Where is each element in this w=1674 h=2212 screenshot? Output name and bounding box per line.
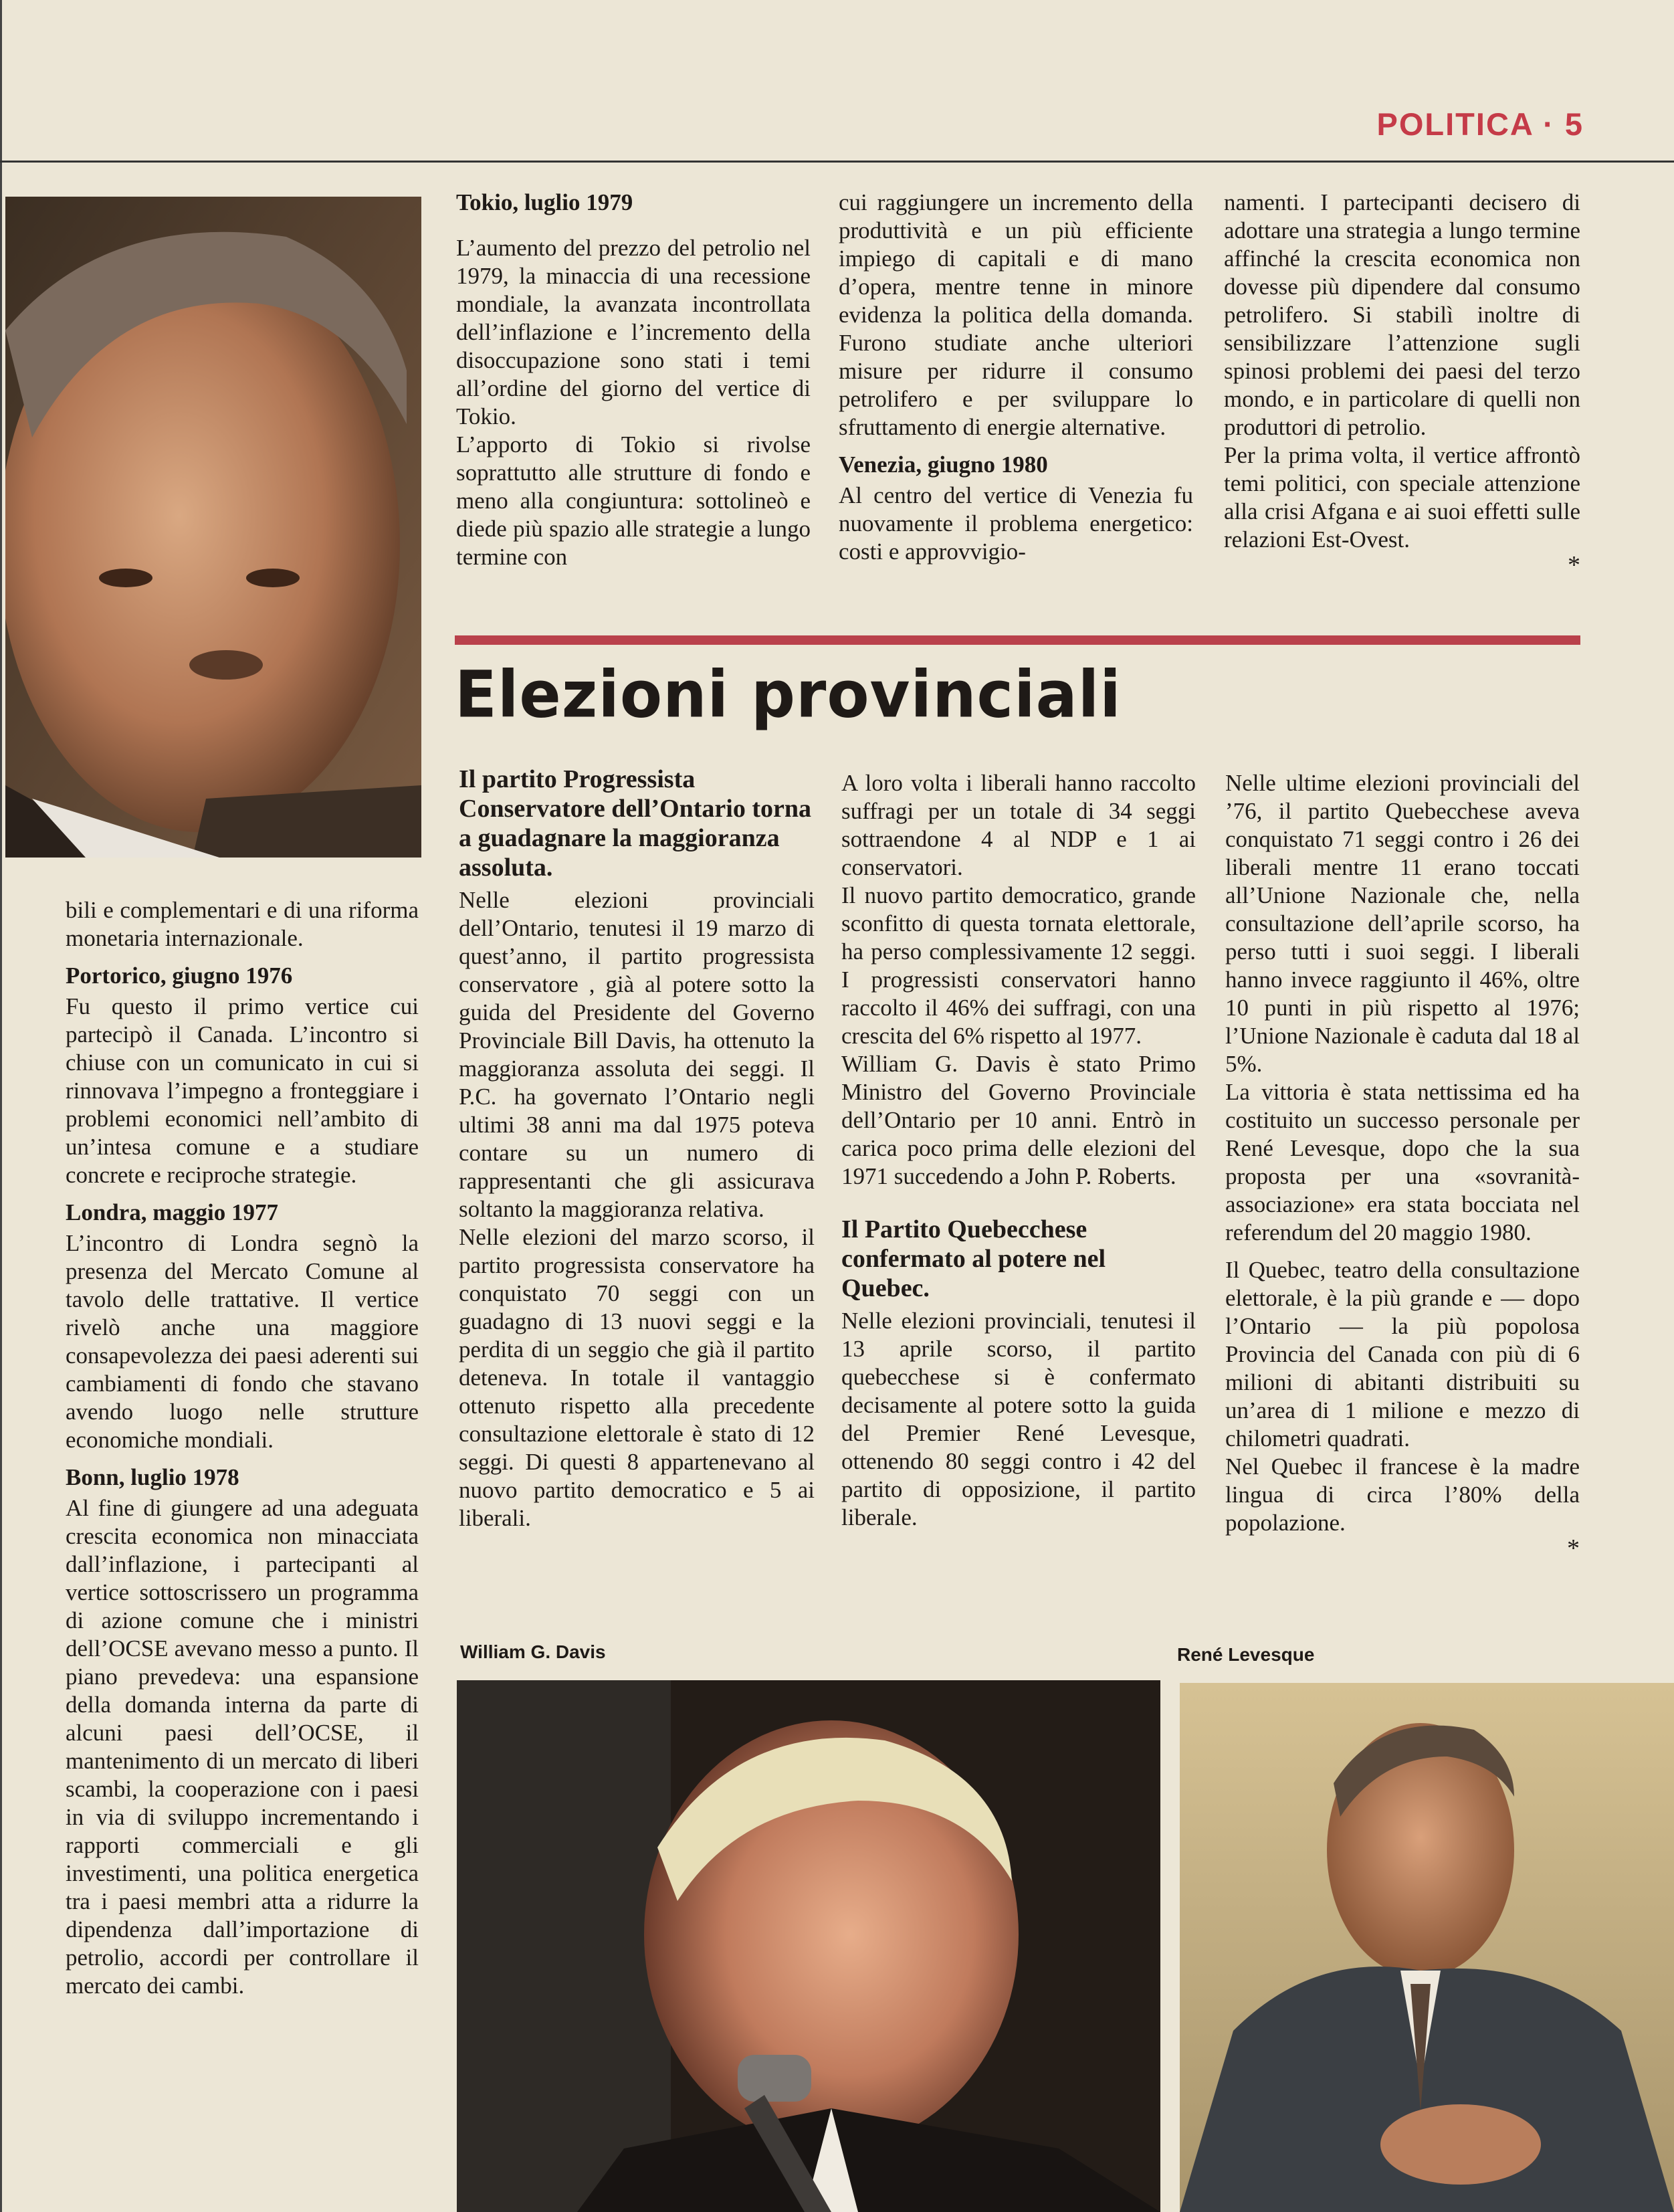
top-column-1: [456, 189, 811, 571]
subhead-londra: Londra, maggio 1977: [66, 1199, 278, 1225]
paragraph: Il Quebec, teatro della consultazione elettorale, è la più grande e — dopo l’Ontario — la più popolosa Provincia del Canada con più di 6 milioni di abitanti distribuiti su un’area di 1 milione e mezzo di chilometri quadrati.: [1225, 1257, 1580, 1451]
page-edge: [0, 0, 2, 2212]
paragraph: cui raggiungere un incremento della produttività e un più efficiente impiego di capitali e di mano d’opera, mentre tenne in minore evidenza la politica della domanda. Furono studiate anche ulteriori misure per ridurre il consumo petrolifero e per sviluppare lo sfruttamento di energie alternative.: [839, 189, 1193, 440]
header-rule: [0, 161, 1674, 163]
left-column: [66, 896, 419, 2000]
paragraph: A loro volta i liberali hanno raccolto suffragi per un totale di 34 seggi sottraendone 4 al NDP e 1 ai conservatori.: [841, 770, 1196, 880]
paragraph: Nelle elezioni provinciali, tenutesi il 13 aprile scorso, il partito quebecchese si è confermato decisamente al potere sotto la guida del Premier René Levesque, ottenendo 80 seggi contro i 42 del partito di opposizione, il partito liberale.: [841, 1308, 1196, 1530]
paragraph: William G. Davis è stato Primo Ministro del Governo Provinciale dell’Ontario per 10 anni. Entrò in carica poco prima delle elezioni del 1971 succedendo a John P. Roberts.: [841, 1051, 1196, 1189]
paragraph: Al centro del vertice di Venezia fu nuovamente il problema energetico: costi e approvvigio-: [839, 482, 1193, 565]
article-column-2: [841, 769, 1196, 1532]
paragraph: bili e complementari e di una riforma monetaria internazionale.: [66, 897, 419, 951]
photo-davis: [457, 1680, 1160, 2212]
photo-levesque: [1180, 1683, 1674, 2212]
portrait-photo-top-left: [5, 197, 421, 858]
paragraph: L’incontro di Londra segnò la presenza del Mercato Comune al tavolo delle trattative. Il vertice rivelò anche una maggiore consapevolezza dei paesi aderenti sui cambiamenti di fondo che stavano avendo luogo nelle strutture economiche mondiali.: [66, 1230, 419, 1453]
paragraph: L’aumento del prezzo del petrolio nel 1979, la minaccia di una recessione mondiale, la avanzata incontrollata dell’inflazione e l’incremento della disoccupazione sono stati i temi all’ordine del giorno del vertice di Tokio.: [456, 235, 811, 429]
paragraph: Il nuovo partito democratico, grande sconfitto di questa tornata elettorale, ha perso complessivamente 12 seggi. I progressisti conservatori hanno raccolto il 46% dei suffragi, con una crescita del 6% rispetto al 1977.: [841, 882, 1196, 1049]
paragraph: Nelle elezioni provinciali dell’Ontario, tenutesi il 19 marzo di quest’anno, il partito progressista conservatore , già al potere sotto la guida del Presidente del Governo Provinciale Bill Davis, ha ottenuto la maggioranza assoluta dei seggi. Il P.C. ha governato l’Ontario negli ultimi 38 anni ma dal 1975 poteva contare su un numero di rappresentanti che gli assicurava soltanto la maggioranza relativa.: [459, 887, 815, 1222]
caption-davis: William G. Davis: [460, 1641, 606, 1662]
paragraph: L’apporto di Tokio si rivolse soprattutto alle strutture di fondo e meno alla congiuntura: sottolineò e diede più spazio alle strategie a lungo termine con: [456, 431, 811, 570]
end-mark: *: [1567, 1534, 1580, 1563]
lead-quebec: Il Partito Quebecchese confermato al potere nel Quebec.: [841, 1215, 1106, 1302]
article-column-1: [459, 765, 815, 1532]
paragraph: Per la prima volta, il vertice affrontò temi politici, con speciale attenzione alla crisi Afgana e ai suoi effetti sulle relazioni Est-Ovest.: [1224, 442, 1580, 552]
article-title: Elezioni provinciali: [455, 657, 1122, 732]
subhead-portorico: Portorico, giugno 1976: [66, 963, 293, 989]
paragraph: Nel Quebec il francese è la madre lingua di circa l’80% della popolazione.: [1225, 1453, 1580, 1536]
paragraph: La vittoria è stata nettissima ed ha costituito un successo personale per René Levesque, dopo che la sua proposta per una «sovranità-associazione» era stata bocciata nel referendum del 20 maggio 1980.: [1225, 1079, 1580, 1245]
subhead-venezia: Venezia, giugno 1980: [839, 451, 1048, 478]
top-column-3: [1224, 189, 1580, 577]
subhead-bonn: Bonn, luglio 1978: [66, 1464, 239, 1490]
paragraph: namenti. I partecipanti decisero di adottare una strategia a lungo termine affinché la crescita economica non dovesse più dipendere dal consumo petrolifero. Si stabilì inoltre di sensibilizzare l’attenzione sugli spinosi problemi dei paesi del terzo mondo, e in particolare di quelli non produttori di petrolio.: [1224, 189, 1580, 440]
lead-ontario: Il partito Progressista Conservatore dell’Ontario torna a guadagnare la maggioranza assoluta.: [459, 765, 811, 882]
subhead-tokio: Tokio, luglio 1979: [456, 189, 633, 215]
end-mark: *: [1568, 551, 1580, 579]
paragraph: Nelle elezioni del marzo scorso, il partito progressista conservatore ha conquistato 70 seggi con un guadagno di 13 nuovi seggi e la perdita di un seggio che già il partito deteneva. In totale il vantaggio ottenuto rispetto alla precedente consultazione elettorale è stato di 12 seggi. Di questi 8 appartenevano al nuovo partito democratico e 5 ai liberali.: [459, 1224, 815, 1531]
section-header: POLITICA · 5: [1376, 106, 1584, 142]
title-rule: [455, 635, 1580, 645]
paragraph: Al fine di giungere ad una adeguata crescita economica non minacciata dall’inflazione, i partecipanti al vertice sottoscrissero un programma di azione comune che i ministri dell’OCSE avevano messo a punto. Il piano prevedeva: una espansione della domanda interna da parte di alcuni paesi dell’OCSE, il mantenimento di un mercato di liberi scambi, la cooperazione con i paesi in via di sviluppo incrementando i rapporti commerciali e gli investimenti, una politica energetica tra i paesi membri atta a ridurre la dipendenza dall’importazione di petrolio, accordi per controllare il mercato dei cambi.: [66, 1495, 419, 1999]
top-column-2: [839, 189, 1193, 566]
paragraph: Fu questo il primo vertice cui partecipò il Canada. L’incontro si chiuse con un comunicato in cui si rinnovava l’impegno a fronteggiare i problemi economici nell’ambito di un’intesa comune e a studiare concrete e reciproche strategie.: [66, 993, 419, 1188]
caption-levesque: René Levesque: [1177, 1644, 1315, 1665]
article-column-3: [1225, 769, 1580, 1563]
paragraph: Nelle ultime elezioni provinciali del ’76, il partito Quebecchese aveva conquistato 71 seggi contro i 26 dei liberali mentre 11 erano toccati all’Unione Nazionale che, nella consultazione dell’aprile scorso, ha perso tutti i suoi seggi. I liberali hanno invece raggiunto il 46%, oltre 10 punti in più rispetto al 1976; l’Unione Nazionale è caduta dal 18 al 5%.: [1225, 770, 1580, 1077]
